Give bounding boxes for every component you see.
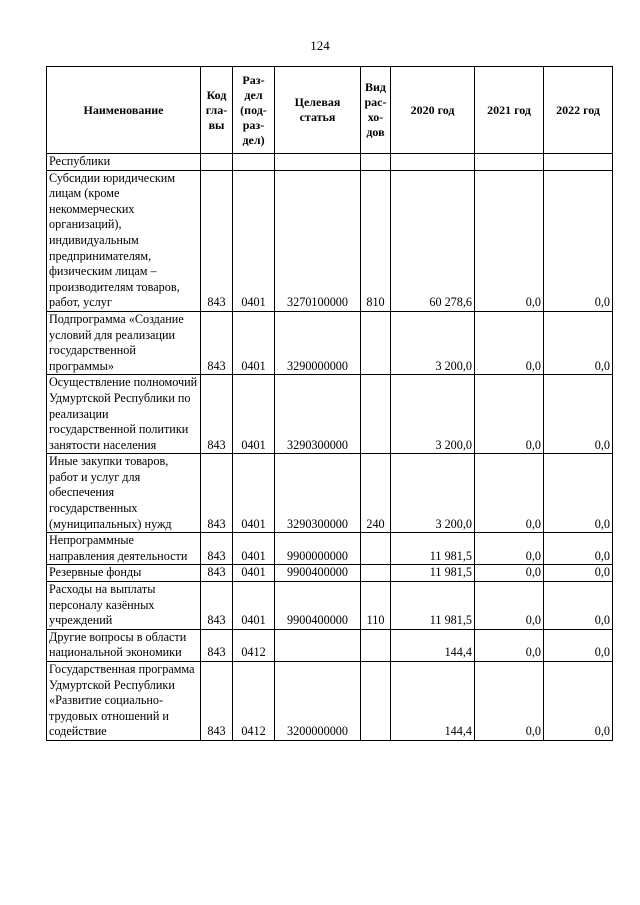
cell-expense-type: 110 (361, 582, 391, 630)
cell-section: 0401 (233, 170, 275, 311)
table-body (47, 154, 613, 741)
cell-y2022 (544, 154, 613, 171)
cell-y2020: 60 278,6 (391, 170, 475, 311)
cell-target (275, 629, 361, 661)
cell-expense-type (361, 565, 391, 582)
cell-name: Резервные фонды (47, 565, 201, 582)
cell-section (233, 154, 275, 171)
cell-y2021: 0,0 (475, 454, 544, 533)
cell-y2020: 11 981,5 (391, 582, 475, 630)
cell-y2022: 0,0 (544, 454, 613, 533)
cell-section: 0401 (233, 565, 275, 582)
cell-expense-type: 810 (361, 170, 391, 311)
table-row (47, 582, 613, 630)
page-number: 124 (310, 38, 330, 53)
cell-y2021: 0,0 (475, 170, 544, 311)
cell-y2022: 0,0 (544, 565, 613, 582)
cell-y2021 (475, 154, 544, 171)
cell-chapter (201, 154, 233, 171)
header-target: Целевая статья (275, 67, 361, 154)
cell-chapter: 843 (201, 582, 233, 630)
cell-expense-type (361, 533, 391, 565)
header-expense-type: Вид рас- хо- дов (361, 67, 391, 154)
cell-target: 3270100000 (275, 170, 361, 311)
cell-y2022: 0,0 (544, 533, 613, 565)
cell-y2020: 144,4 (391, 662, 475, 741)
cell-name: Расходы на выплаты персоналу казённых учреждений (47, 582, 201, 630)
cell-section: 0401 (233, 582, 275, 630)
cell-y2022: 0,0 (544, 170, 613, 311)
table-row (47, 311, 613, 374)
cell-section: 0401 (233, 533, 275, 565)
cell-chapter: 843 (201, 311, 233, 374)
cell-y2020: 144,4 (391, 629, 475, 661)
cell-target: 9900400000 (275, 582, 361, 630)
cell-section: 0401 (233, 311, 275, 374)
cell-y2021: 0,0 (475, 375, 544, 454)
table-row (47, 533, 613, 565)
cell-y2020: 3 200,0 (391, 375, 475, 454)
cell-y2022: 0,0 (544, 375, 613, 454)
cell-chapter: 843 (201, 375, 233, 454)
header-chapter: Код гла- вы (201, 67, 233, 154)
header-year-2020: 2020 год (391, 67, 475, 154)
table-row (47, 565, 613, 582)
cell-y2022: 0,0 (544, 311, 613, 374)
cell-target: 3290300000 (275, 375, 361, 454)
cell-expense-type (361, 629, 391, 661)
cell-name: Субсидии юридическим лицам (кроме некоммерческих организаций), индивидуальным предпринимателям, физическим лицам – производителям товаров, работ, услуг (47, 170, 201, 311)
cell-chapter: 843 (201, 454, 233, 533)
cell-name: Осуществление полномочий Удмуртской Республики по реализации государственной политики занятости населения (47, 375, 201, 454)
cell-y2020: 11 981,5 (391, 533, 475, 565)
header-year-2022: 2022 год (544, 67, 613, 154)
table-row (47, 662, 613, 741)
cell-expense-type: 240 (361, 454, 391, 533)
cell-y2021: 0,0 (475, 533, 544, 565)
cell-y2021: 0,0 (475, 565, 544, 582)
cell-y2021: 0,0 (475, 311, 544, 374)
cell-chapter: 843 (201, 533, 233, 565)
cell-y2020: 11 981,5 (391, 565, 475, 582)
cell-expense-type (361, 311, 391, 374)
table-row (47, 154, 613, 171)
cell-name: Непрограммные направления деятельности (47, 533, 201, 565)
table-row (47, 629, 613, 661)
cell-name: Республики (47, 154, 201, 171)
cell-section: 0412 (233, 662, 275, 741)
cell-y2022: 0,0 (544, 582, 613, 630)
cell-expense-type (361, 154, 391, 171)
cell-target: 3290000000 (275, 311, 361, 374)
cell-target (275, 154, 361, 171)
table-row (47, 454, 613, 533)
cell-chapter: 843 (201, 170, 233, 311)
cell-target: 3290300000 (275, 454, 361, 533)
cell-y2022: 0,0 (544, 629, 613, 661)
cell-target: 9900400000 (275, 565, 361, 582)
cell-y2021: 0,0 (475, 582, 544, 630)
cell-expense-type (361, 375, 391, 454)
cell-target: 9900000000 (275, 533, 361, 565)
cell-expense-type (361, 662, 391, 741)
cell-y2020 (391, 154, 475, 171)
cell-name: Государственная программа Удмуртской Республики «Развитие социально-трудовых отношений и содействие (47, 662, 201, 741)
cell-chapter: 843 (201, 565, 233, 582)
cell-y2021: 0,0 (475, 629, 544, 661)
cell-name: Иные закупки товаров, работ и услуг для обеспечения государственных (муниципальных) нужд (47, 454, 201, 533)
cell-chapter: 843 (201, 662, 233, 741)
header-year-2021: 2021 год (475, 67, 544, 154)
cell-name: Другие вопросы в области национальной экономики (47, 629, 201, 661)
cell-section: 0401 (233, 375, 275, 454)
cell-y2020: 3 200,0 (391, 454, 475, 533)
header-name: Наименование (47, 67, 201, 154)
header-section: Раз- дел (под- раз- дел) (233, 67, 275, 154)
cell-chapter: 843 (201, 629, 233, 661)
cell-section: 0401 (233, 454, 275, 533)
cell-y2021: 0,0 (475, 662, 544, 741)
cell-section: 0412 (233, 629, 275, 661)
table-row (47, 170, 613, 311)
cell-target: 3200000000 (275, 662, 361, 741)
header-row (47, 67, 613, 154)
cell-y2022: 0,0 (544, 662, 613, 741)
cell-y2020: 3 200,0 (391, 311, 475, 374)
table-row (47, 375, 613, 454)
cell-name: Подпрограмма «Создание условий для реализации государственной программы» (47, 311, 201, 374)
budget-table (46, 66, 613, 741)
